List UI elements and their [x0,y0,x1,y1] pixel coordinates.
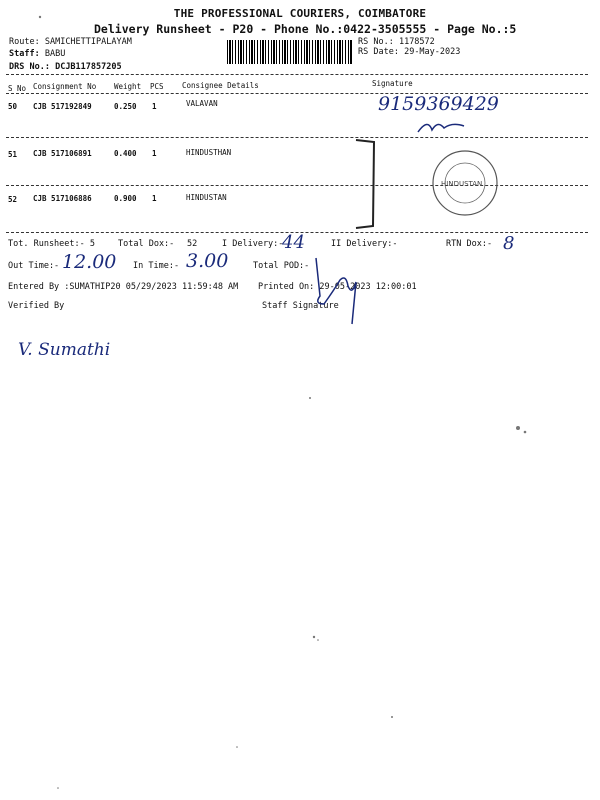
company-stamp [433,151,497,215]
delivery-signature-1 [418,124,464,132]
rtn-dox-label: RTN Dox:- [446,239,493,249]
row-pcs: 1 [152,102,157,111]
row-consignment: CJB 517106891 [33,149,92,158]
row-sno: 50 [8,102,18,111]
drs-label: DRS No.: [9,62,50,72]
ii-delivery-label: II Delivery:- [331,239,398,249]
entered-by: Entered By :SUMATHIP20 05/29/2023 11:59:48 AM [8,282,239,292]
company-name: THE PROFESSIONAL COURIERS, COIMBATORE [173,7,427,20]
rs-no-value: 1178572 [398,37,435,47]
rs-date-value: 29-May-2023 [404,47,461,57]
row-sno: 51 [8,150,18,159]
col-consignee: Consignee Details [182,81,259,90]
i-delivery-label: I Delivery:- [222,239,284,249]
staff-value: BABU [44,49,66,59]
stamp-text: HINDUSTAN [441,180,483,188]
row-weight: 0.250 [114,102,137,111]
scan-specks [39,16,527,789]
total-pod-label: Total POD:- [253,261,310,271]
handwritten-in-time: 3.00 [186,250,229,272]
row-consignee: VALAVAN [186,99,218,108]
route-value: SAMICHETTIPALAYAM [44,37,132,47]
row-pcs: 1 [152,149,157,158]
staff-label: Staff: [9,49,40,59]
row-consignment: CJB 517192849 [33,102,92,111]
rs-no-label: RS No.: [358,37,394,47]
total-dox-value: 52 [187,239,198,249]
handwritten-phone: 9159369429 [378,93,499,115]
col-consignment: Consignment No [33,82,97,91]
row-weight: 0.900 [114,194,137,203]
runsheet-title: Delivery Runsheet - P20 - Phone No.:0422-3505555 - Page No.:5 [94,22,517,36]
col-weight: Weight [114,82,142,91]
tot-runsheet: Tot. Runsheet:- 5 [8,239,95,249]
row-consignee: HINDUSTHAN [186,148,232,157]
handwritten-verifier: V. Sumathi [18,340,111,360]
route-label: Route: [9,37,40,47]
handwritten-i-delivery: 44 [282,232,305,253]
row-pcs: 1 [152,194,157,203]
rs-date-label: RS Date: [358,47,399,57]
drs-value: DCJB117857205 [55,62,122,72]
total-dox-label: Total Dox:- [118,239,175,249]
printed-on: Printed On: 29-05-2023 12:00:01 [258,282,417,292]
verified-by: Verified By [8,301,65,311]
row-consignment: CJB 517106886 [33,194,92,203]
bracket-mark [356,140,374,228]
staff-signature-ink [316,258,356,324]
out-time-label: Out Time:- [8,261,60,271]
row-sno: 52 [8,195,18,204]
row-consignee: HINDUSTAN [186,193,227,202]
col-signature: Signature [372,79,413,88]
col-sno: S No [8,84,27,93]
col-pcs: PCS [150,82,164,91]
row-weight: 0.400 [114,149,137,158]
staff-signature-label: Staff Signature [262,301,339,311]
handwritten-rtn: 8 [503,233,515,254]
in-time-label: In Time:- [133,261,180,271]
handwritten-out-time: 12.00 [62,251,117,273]
